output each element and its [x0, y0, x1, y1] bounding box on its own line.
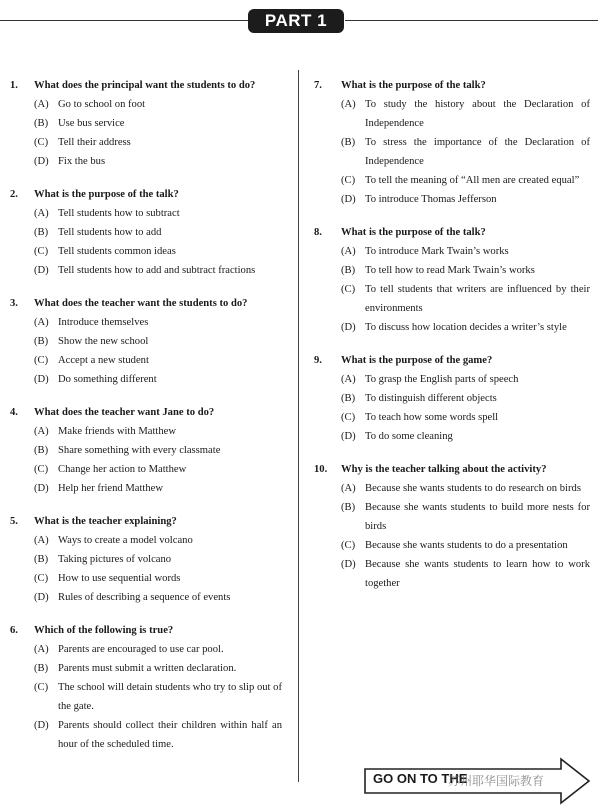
option-letter: (A): [34, 99, 49, 110]
answer-option[interactable]: [10, 460, 282, 479]
question: [10, 294, 282, 389]
option-text: To introduce Thomas Jefferson: [365, 194, 497, 205]
option-text: Share something with every classmate: [58, 445, 221, 456]
answer-option[interactable]: [10, 550, 282, 569]
answer-option[interactable]: [314, 242, 590, 261]
option-letter: (A): [34, 317, 49, 328]
answer-option[interactable]: [10, 640, 282, 659]
option-text: Change her action to Matthew: [58, 464, 187, 475]
option-text: To stress the importance of the Declaration of Independence: [365, 137, 590, 167]
question: [314, 460, 590, 593]
option-text: To teach how some words spell: [365, 412, 499, 423]
question-number: 3.: [10, 298, 18, 309]
option-list: [314, 95, 590, 209]
answer-option[interactable]: [10, 569, 282, 588]
option-letter: (D): [341, 322, 356, 333]
answer-option[interactable]: [314, 318, 590, 337]
question-heading: [314, 223, 590, 242]
question-text: Why is the teacher talking about the activity?: [341, 464, 547, 475]
option-text: The school will detain students who try to slip out of the gate.: [58, 682, 282, 712]
question-text: What is the purpose of the talk?: [341, 80, 486, 91]
option-letter: (C): [341, 412, 356, 423]
option-text: Help her friend Matthew: [58, 483, 164, 494]
option-text: Accept a new student: [58, 355, 149, 366]
option-letter: (D): [34, 156, 49, 167]
option-letter: (D): [341, 559, 356, 570]
option-text: Do something different: [58, 374, 157, 385]
option-letter: (B): [341, 393, 356, 404]
question-number: 1.: [10, 80, 18, 91]
option-text: Tell students how to subtract: [58, 208, 180, 219]
option-letter: (B): [341, 502, 356, 513]
option-list: [10, 422, 282, 498]
option-text: Taking pictures of volcano: [58, 554, 172, 565]
option-letter: (C): [341, 540, 356, 551]
right-column: [314, 76, 590, 607]
question: [10, 76, 282, 171]
option-text: Tell students common ideas: [58, 246, 176, 257]
question-heading: [10, 403, 282, 422]
answer-option[interactable]: [314, 408, 590, 427]
answer-option[interactable]: [10, 370, 282, 389]
option-letter: (A): [341, 99, 356, 110]
column-divider: [298, 70, 299, 782]
option-text: To discuss how location decides a writer’s style: [365, 322, 567, 333]
option-text: To grasp the English parts of speech: [365, 374, 519, 385]
option-letter: (B): [341, 265, 356, 276]
answer-option[interactable]: [314, 171, 590, 190]
top-rule-right: [345, 20, 598, 21]
option-text: Parents must submit a written declaration.: [58, 663, 237, 674]
option-letter: (A): [34, 426, 49, 437]
answer-option[interactable]: [314, 389, 590, 408]
option-list: [314, 242, 590, 337]
left-column: [10, 76, 282, 768]
question-heading: [314, 460, 590, 479]
question-text: Which of the following is true?: [34, 625, 174, 636]
answer-option[interactable]: [314, 370, 590, 389]
question-heading: [10, 185, 282, 204]
answer-option[interactable]: [10, 313, 282, 332]
question-text: What is the purpose of the talk?: [341, 227, 486, 238]
answer-option[interactable]: [10, 133, 282, 152]
option-list: [10, 313, 282, 389]
question-number: 9.: [314, 355, 322, 366]
option-letter: (A): [341, 246, 356, 257]
option-letter: (D): [34, 592, 49, 603]
option-letter: (B): [341, 137, 356, 148]
option-text: Show the new school: [58, 336, 149, 347]
answer-option[interactable]: [10, 223, 282, 242]
option-text: Parents should collect their children within half an hour of the scheduled time.: [58, 720, 282, 750]
question-text: What is the purpose of the talk?: [34, 189, 179, 200]
option-letter: (B): [34, 118, 49, 129]
option-letter: (D): [34, 374, 49, 385]
answer-option[interactable]: [314, 95, 590, 133]
option-list: [10, 204, 282, 280]
option-letter: (D): [34, 720, 49, 731]
option-text: To tell students that writers are influenced by their environments: [365, 284, 590, 314]
answer-option[interactable]: [10, 422, 282, 441]
option-text: To do some cleaning: [365, 431, 453, 442]
answer-option[interactable]: [10, 716, 282, 754]
question: [10, 621, 282, 754]
option-list: [10, 95, 282, 171]
question-number: 7.: [314, 80, 322, 91]
option-letter: (D): [34, 483, 49, 494]
answer-option[interactable]: [10, 261, 282, 280]
answer-option[interactable]: [10, 659, 282, 678]
answer-option[interactable]: [314, 133, 590, 171]
question-number: 5.: [10, 516, 18, 527]
answer-option[interactable]: [10, 242, 282, 261]
answer-option[interactable]: [10, 479, 282, 498]
question: [10, 403, 282, 498]
question-heading: [314, 351, 590, 370]
option-text: Because she wants students to build more nests for birds: [365, 502, 590, 532]
option-text: Go to school on foot: [58, 99, 146, 110]
option-text: Use bus service: [58, 118, 125, 129]
answer-option[interactable]: [314, 555, 590, 593]
answer-option[interactable]: [10, 678, 282, 716]
question-number: 6.: [10, 625, 18, 636]
question-number: 8.: [314, 227, 322, 238]
go-on-label: GO ON TO THE: [373, 771, 468, 786]
question-number: 10.: [314, 464, 328, 475]
option-text: To introduce Mark Twain’s works: [365, 246, 509, 257]
option-list: [314, 370, 590, 446]
watermark: 苏州耶华国际教育: [448, 774, 545, 788]
option-text: To tell the meaning of “All men are created equal”: [365, 175, 580, 186]
option-text: Ways to create a model volcano: [58, 535, 193, 546]
option-list: [314, 479, 590, 593]
question-number: 2.: [10, 189, 18, 200]
option-text: Parents are encouraged to use car pool.: [58, 644, 224, 655]
question-heading: [10, 294, 282, 313]
option-letter: (D): [341, 431, 356, 442]
question: [314, 223, 590, 337]
option-text: Tell their address: [58, 137, 131, 148]
option-text: To distinguish different objects: [365, 393, 497, 404]
answer-option[interactable]: [314, 536, 590, 555]
option-letter: (C): [34, 355, 49, 366]
option-list: [10, 640, 282, 754]
option-text: Rules of describing a sequence of events: [58, 592, 231, 603]
option-text: Because she wants students to learn how to work together: [365, 559, 590, 589]
option-letter: (C): [34, 246, 49, 257]
option-letter: (C): [341, 175, 356, 186]
option-letter: (C): [341, 284, 356, 295]
option-letter: (D): [341, 194, 356, 205]
answer-option[interactable]: [10, 114, 282, 133]
option-text: To study the history about the Declaration of Independence: [365, 99, 590, 129]
answer-option[interactable]: [10, 204, 282, 223]
answer-option[interactable]: [10, 351, 282, 370]
question-text: What does the teacher want Jane to do?: [34, 407, 215, 418]
question: [314, 351, 590, 446]
question: [10, 512, 282, 607]
option-letter: (C): [34, 682, 49, 693]
option-letter: (B): [34, 554, 49, 565]
option-letter: (A): [341, 374, 356, 385]
question-text: What is the teacher explaining?: [34, 516, 177, 527]
answer-option[interactable]: [10, 588, 282, 607]
option-text: Fix the bus: [58, 156, 106, 167]
answer-option[interactable]: [314, 280, 590, 318]
question-text: What does the principal want the students to do?: [34, 80, 256, 91]
option-letter: (B): [34, 227, 49, 238]
answer-option[interactable]: [10, 332, 282, 351]
option-text: Introduce themselves: [58, 317, 149, 328]
question-number: 4.: [10, 407, 18, 418]
option-letter: (B): [34, 445, 49, 456]
answer-option[interactable]: [314, 498, 590, 536]
option-text: Tell students how to add: [58, 227, 162, 238]
answer-option[interactable]: [314, 190, 590, 209]
option-letter: (C): [34, 573, 49, 584]
question-heading: [10, 76, 282, 95]
option-text: Because she wants students to do a presentation: [365, 540, 568, 551]
answer-option[interactable]: [10, 152, 282, 171]
option-letter: (D): [34, 265, 49, 276]
option-letter: (A): [34, 535, 49, 546]
question-heading: [10, 512, 282, 531]
option-letter: (C): [34, 137, 49, 148]
part-badge: PART 1: [248, 9, 344, 33]
option-letter: (B): [34, 336, 49, 347]
answer-option[interactable]: [10, 531, 282, 550]
answer-option[interactable]: [10, 441, 282, 460]
answer-option[interactable]: [314, 479, 590, 498]
question: [10, 185, 282, 280]
option-text: Tell students how to add and subtract fractions: [58, 265, 256, 276]
question-heading: [10, 621, 282, 640]
answer-option[interactable]: [10, 95, 282, 114]
option-text: Make friends with Matthew: [58, 426, 176, 437]
option-letter: (C): [34, 464, 49, 475]
answer-option[interactable]: [314, 261, 590, 280]
top-rule-left: [0, 20, 253, 21]
option-letter: (A): [341, 483, 356, 494]
question-heading: [314, 76, 590, 95]
option-text: How to use sequential words: [58, 573, 181, 584]
question: [314, 76, 590, 209]
option-letter: (A): [34, 208, 49, 219]
option-list: [10, 531, 282, 607]
option-letter: (A): [34, 644, 49, 655]
option-text: Because she wants students to do research on birds: [365, 483, 581, 494]
option-text: To tell how to read Mark Twain’s works: [365, 265, 535, 276]
answer-option[interactable]: [314, 427, 590, 446]
option-letter: (B): [34, 663, 49, 674]
question-text: What is the purpose of the game?: [341, 355, 493, 366]
question-text: What does the teacher want the students to do?: [34, 298, 248, 309]
